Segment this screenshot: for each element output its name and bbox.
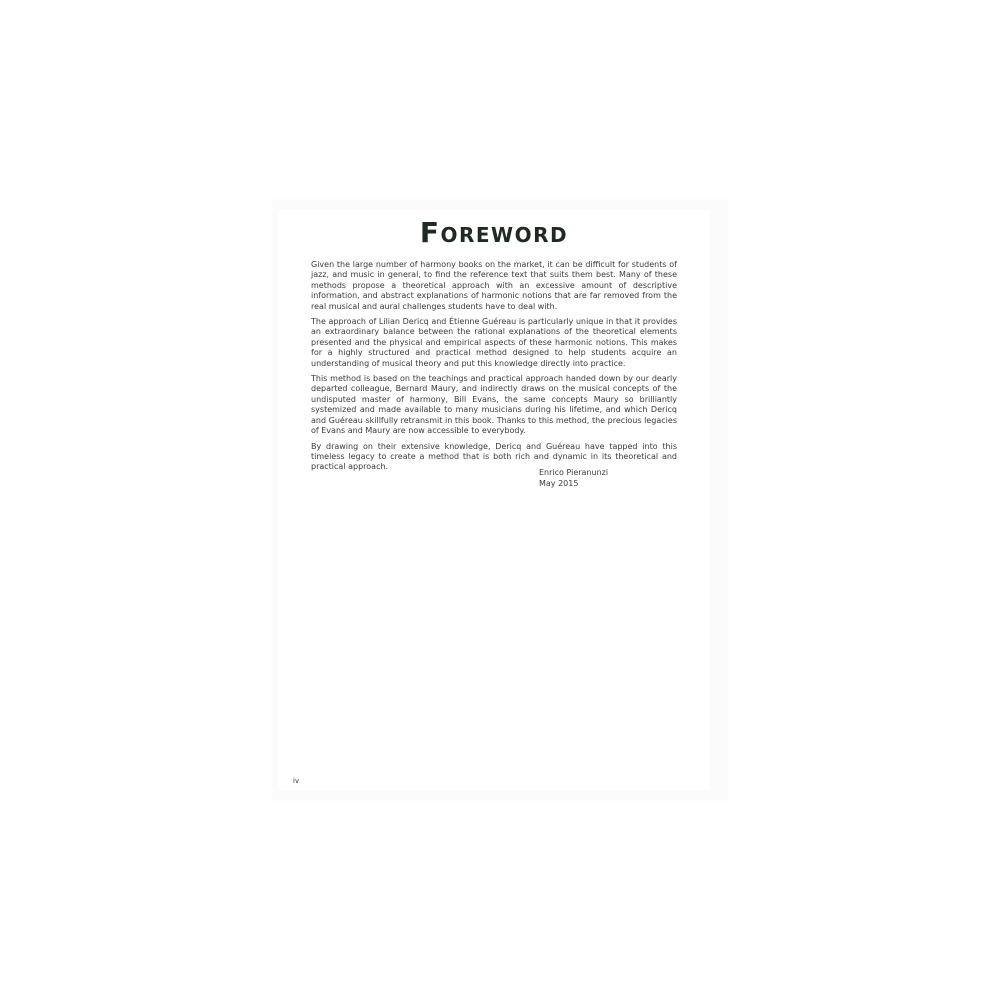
paragraph-4: By drawing on their extensive knowledge, Dericq and Guéreau have tapped into this timeless legacy to create a method that is both rich and dynamic in its theoretical and practical approach.	[311, 441, 677, 472]
author-name: Enrico Pieranunzi	[539, 468, 609, 477]
page-number: iv	[293, 777, 300, 785]
signature-block	[539, 468, 608, 489]
paragraph-3: This method is based on the teachings and practical approach handed down by our dearly departed colleague, Bernard Maury, and indirectly draws on the musical concepts of the undisputed master of harmony, Bill Evans, the same concepts Maury so brilliantly systemized and made available to many musicians during his lifetime, and which Dericq and Guéreau skillfully retransmit in this book. Thanks to this method, the precious legacies of Evans and Maury are now accessible to everybody.	[311, 374, 677, 436]
paragraph-1: Given the large number of harmony books on the market, it can be difficult for students of jazz, and music in general, to find the reference text that suits them best. Many of these methods propose a theoretical approach with an excessive amount of descriptive information, and abstract explanations of harmonic notions that are far removed from the real musical and aural challenges students have to deal with.	[311, 260, 677, 311]
page-title: Foreword	[419, 216, 569, 249]
document-page	[272, 200, 728, 800]
paragraph-2: The approach of Lilian Dericq and Étienne Guéreau is particularly unique in that it provides an extraordinary balance between the rational explanations of the theoretical elements presented and the physical and empirical aspects of these harmonic notions. This makes for a highly structured and practical method designed to help students acquire an understanding of musical theory and put this knowledge directly into practice.	[311, 317, 677, 368]
signature-date: May 2015	[539, 478, 579, 488]
foreword-body	[311, 260, 677, 478]
